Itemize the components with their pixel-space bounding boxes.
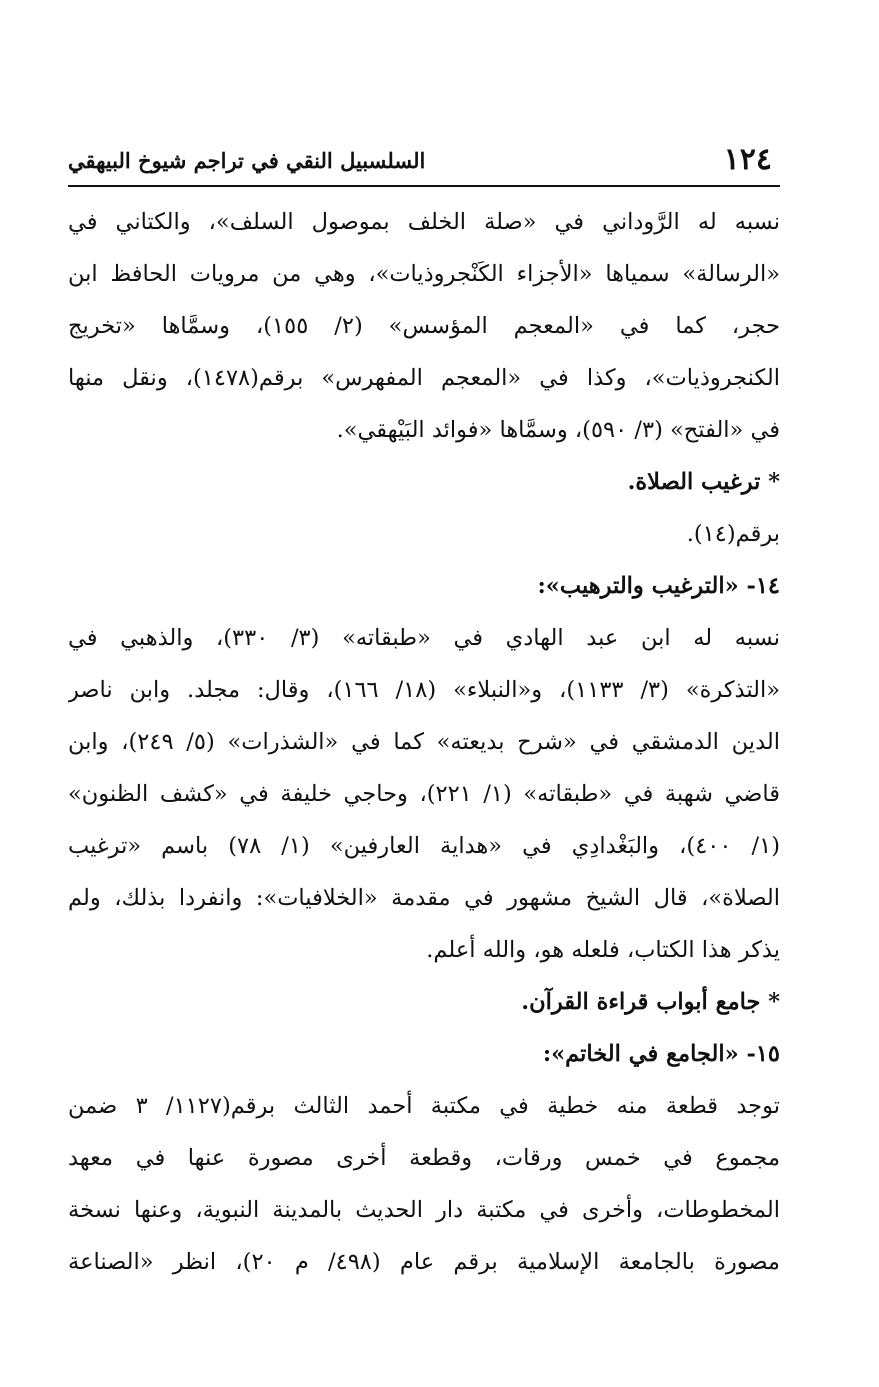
- text-line: نسبه له ابن عبد الهادي في «طبقاته» (٣/ ٣٣٠)، والذهبي في: [68, 625, 780, 651]
- page-header: [68, 140, 780, 182]
- text-line: مجموع في خمس ورقات، وقطعة أخرى مصورة عنها في معهد: [68, 1145, 780, 1171]
- text-line: الصلاة»، قال الشيخ مشهور في مقدمة «الخلافيات»: وانفردا بذلك، ولم: [68, 885, 780, 911]
- text-line: يذكر هذا الكتاب، فلعله هو، والله أعلم.: [426, 937, 780, 963]
- text-line: في «الفتح» (٣/ ٥٩٠)، وسمَّاها «فوائد البَيْهقي».: [336, 417, 780, 443]
- text-line: «الرسالة» سمياها «الأجزاء الكَنْجروذيات»، وهي من مرويات الحافظ ابن: [68, 261, 780, 287]
- text-line: نسبه له الرَّوداني في «صلة الخلف بموصول السلف»، والكتاني في: [68, 209, 780, 235]
- text-line: توجد قطعة منه خطية في مكتبة أحمد الثالث برقم(١١٢٧/ ٣ ضمن: [68, 1093, 780, 1119]
- text-line: المخطوطات، وأخرى في مكتبة دار الحديث بالمدينة النبوية، وعنها نسخة: [68, 1197, 780, 1223]
- section-heading: * ترغيب الصلاة.: [627, 469, 780, 495]
- text-line: الكنجروذيات»، وكذا في «المعجم المفهرس» برقم(١٤٧٨)، ونقل منها: [68, 365, 780, 391]
- section-heading: * جامع أبواب قراءة القرآن.: [521, 989, 780, 1015]
- text-line: (١/ ٤٠٠)، والبَغْدادِي في «هداية العارفين» (١/ ٧٨) باسم «ترغيب: [68, 833, 780, 859]
- text-line: الدين الدمشقي في «شرح بديعته» كما في «الشذرات» (٥/ ٢٤٩)، وابن: [68, 729, 780, 755]
- text-line: «التذكرة» (٣/ ١١٣٣)، و«النبلاء» (١٨/ ١٦٦)، وقال: مجلد. وابن ناصر: [68, 677, 780, 703]
- text-line: قاضي شهبة في «طبقاته» (١/ ٢٢١)، وحاجي خليفة في «كشف الظنون»: [68, 781, 780, 807]
- header-divider: [68, 185, 780, 187]
- text-line: برقم(١٤).: [686, 521, 780, 547]
- entry-title: ١٥- «الجامع في الخاتم»:: [542, 1041, 780, 1067]
- text-line: حجر، كما في «المعجم المؤسس» (٢/ ١٥٥)، وسمَّاها «تخريج: [68, 313, 780, 339]
- text-line: مصورة بالجامعة الإسلامية برقم عام (٤٩٨/ م ٢٠)، انظر «الصناعة: [68, 1249, 780, 1275]
- body-text: [68, 196, 780, 1288]
- page-number: ١٢٤: [723, 142, 772, 177]
- entry-title: ١٤- «الترغيب والترهيب»:: [537, 573, 780, 599]
- running-title: السلسبيل النقي في تراجم شيوخ البيهقي: [68, 148, 426, 173]
